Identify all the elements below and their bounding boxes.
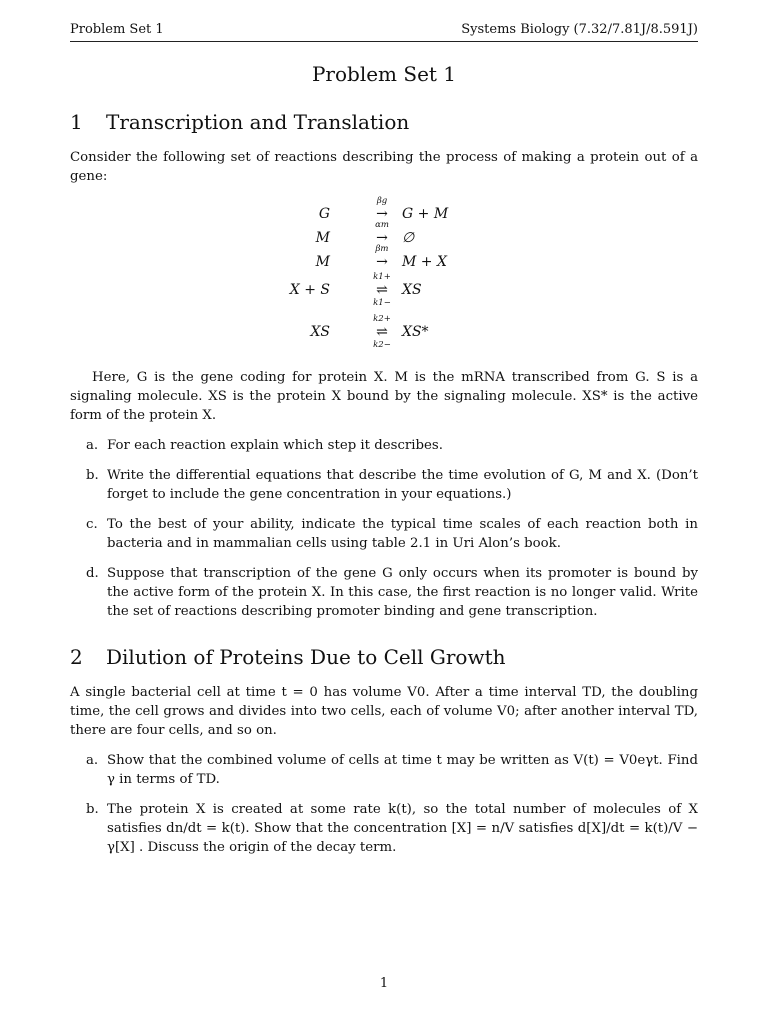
item-marker: d. <box>86 566 99 581</box>
item-marker: b. <box>86 468 99 483</box>
list-item <box>70 564 698 621</box>
section-1-intro: Consider the following set of reactions describing the process of making a protein out of a gene: <box>70 150 698 184</box>
reaction-lhs: M <box>315 230 330 246</box>
reaction-list <box>70 196 698 360</box>
reaction-arrow <box>370 244 394 270</box>
rate-label-top: αm <box>375 220 389 230</box>
reaction-rhs: XS* <box>402 324 429 340</box>
reaction-rhs: XS <box>402 282 422 298</box>
list-item <box>70 751 698 789</box>
header-left: Problem Set 1 <box>70 22 164 37</box>
section-title: Transcription and Translation <box>106 110 410 134</box>
item-marker: a. <box>86 753 99 768</box>
item-text: To the best of your ability, indicate the typical time scales of each reaction both in bacteria and in mammalian cells using table 2.1 in Uri Alon’s book. <box>107 517 698 551</box>
running-header <box>70 22 698 42</box>
page-number: 1 <box>379 976 389 991</box>
section-2-questions <box>70 751 698 857</box>
reaction-lhs: M <box>315 254 330 270</box>
reaction-lhs: G <box>318 206 330 222</box>
item-marker: a. <box>86 438 99 453</box>
rate-label-top: βg <box>376 196 388 206</box>
section-number: 1 <box>70 110 83 134</box>
item-text: The protein X is created at some rate k(t), so the total number of molecules of X satisfies dn/dt = k(t). Show that the concentration [X] = n/V satisfies d[X]/dt = k(t)/V − γ[X] . Discuss the origin of the decay term. <box>107 802 698 855</box>
section-2-paragraph: A single bacterial cell at time t = 0 has volume V0. After a time interval TD, the doubling time, the cell grows and divides into two cells, each of volume V0; after another interval TD, there are four cells, and so on. <box>70 685 698 738</box>
reaction-rhs: G + M <box>402 206 449 222</box>
reaction <box>70 314 698 350</box>
arrow-glyph: → <box>376 230 388 246</box>
document-title: Problem Set 1 <box>311 62 457 86</box>
section-1-questions <box>70 436 698 621</box>
arrow-glyph: → <box>376 206 388 222</box>
reaction <box>70 272 698 308</box>
reaction-lhs: XS <box>310 324 330 340</box>
item-text: Write the differential equations that describe the time evolution of G, M and X. (Don’t forget to include the gene concentration in your equations.) <box>107 468 698 502</box>
arrow-glyph: → <box>376 254 388 270</box>
item-marker: b. <box>86 802 99 817</box>
reaction-arrow <box>370 272 394 308</box>
item-text: Show that the combined volume of cells at time t may be written as V(t) = V0eγt. Find γ in terms of TD. <box>107 753 698 787</box>
section-2-heading <box>70 645 698 669</box>
reaction-rhs: M + X <box>402 254 447 270</box>
section-1-heading <box>70 110 698 134</box>
rate-label-top: k1+ <box>373 272 391 282</box>
arrow-glyph: ⇌ <box>376 282 388 298</box>
section-number: 2 <box>70 645 83 669</box>
page <box>70 22 698 857</box>
item-text: Suppose that transcription of the gene G only occurs when its promoter is bound by the active form of the protein X. In this case, the first reaction is no longer valid. Write the set of reactions describing promoter binding and gene transcription. <box>107 566 698 619</box>
rate-label-bottom: k1− <box>373 298 391 308</box>
reaction-arrow <box>370 314 394 350</box>
header-right: Systems Biology (7.32/7.81J/8.591J) <box>461 22 698 37</box>
rate-label-bottom: k2− <box>373 340 391 350</box>
reaction-rhs: ∅ <box>402 230 415 246</box>
section-title: Dilution of Proteins Due to Cell Growth <box>106 645 506 669</box>
list-item <box>70 436 698 455</box>
rate-label-top: βm <box>375 244 389 254</box>
arrow-glyph: ⇌ <box>376 324 388 340</box>
rate-label-top: k2+ <box>373 314 391 324</box>
item-marker: c. <box>86 517 98 532</box>
list-item <box>70 466 698 504</box>
list-item <box>70 515 698 553</box>
list-item <box>70 800 698 857</box>
section-2 <box>70 645 698 857</box>
reaction-lhs: X + S <box>289 282 330 298</box>
section-1-paragraph: Here, G is the gene coding for protein X. M is the mRNA transcribed from G. S is a signaling molecule. XS is the protein X bound by the signaling molecule. XS* is the active form of the protein X. <box>70 370 698 423</box>
item-text: For each reaction explain which step it describes. <box>107 438 443 453</box>
